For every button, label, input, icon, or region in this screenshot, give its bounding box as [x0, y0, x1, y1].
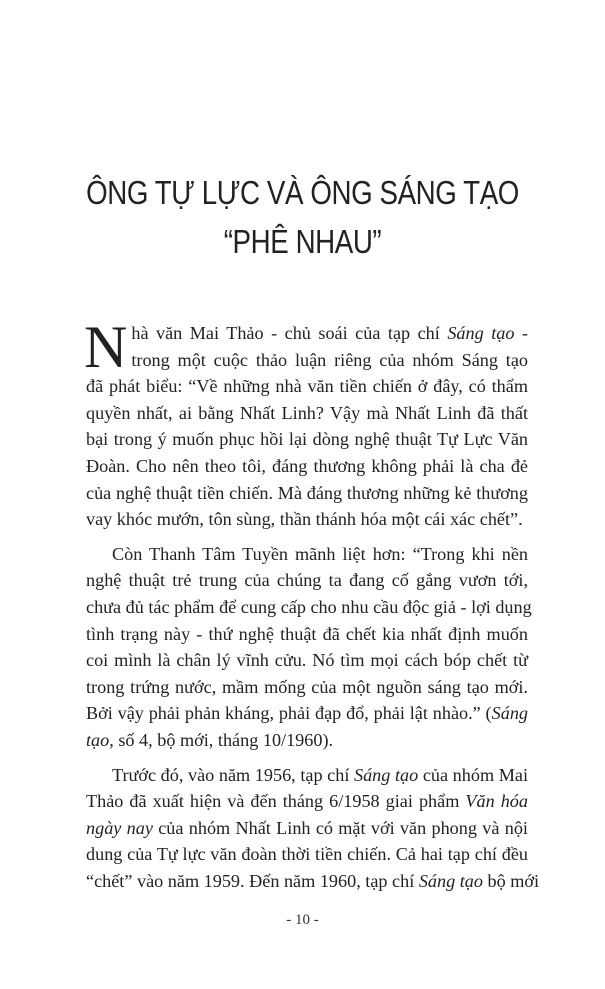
- text-line: bại trong ý muốn phục hồi lại dòng nghệ thuật Tự Lực Văn: [86, 429, 528, 450]
- text-line: “chết” vào năm 1959. Đến năm 1960, tạp chí Sáng tạo bộ mới: [86, 870, 540, 891]
- body-text: [84, 314, 540, 894]
- text-line: chưa đủ tác phẩm để cung cấp cho nhu cầu độc giả - lợi dụng: [86, 596, 532, 617]
- text-line: trong một cuộc thảo luận riêng của nhóm Sáng tạo: [131, 349, 528, 370]
- paragraph-1: [84, 314, 528, 533]
- text-line: Còn Thanh Tâm Tuyền mãnh liệt hơn: “Trong khi nền: [112, 543, 528, 564]
- text-line: Thảo đã xuất hiện và đến tháng 6/1958 giai phẩm Văn hóa: [86, 791, 528, 812]
- drop-cap: N: [84, 314, 128, 380]
- paragraph-2: [86, 541, 532, 754]
- chapter-title-line-2: “PHÊ NHAU”: [223, 223, 382, 260]
- text-line: tạo, số 4, bộ mới, tháng 10/1960).: [86, 729, 334, 750]
- chapter-title: [48, 168, 556, 266]
- text-line: quyền nhất, ai bằng Nhất Linh? Vậy mà Nhất Linh đã thất: [86, 402, 528, 423]
- text-line: của nghệ thuật tiền chiến. Mà đáng thương những kẻ thương: [86, 482, 528, 503]
- text-line: Bởi vậy phải phản kháng, phải đạp đổ, phải lật nhào.” (Sáng: [86, 703, 528, 724]
- text-line: trong trứng nước, mầm mống của một nguồn sáng tạo mới.: [86, 676, 528, 697]
- text-line: vay khóc mướn, tôn sùng, thần thánh hóa một cái xác chết”.: [86, 509, 523, 530]
- text-line: nghệ thuật trẻ trung của chúng ta đang cố gắng vươn tới,: [86, 570, 528, 591]
- text-line: hà văn Mai Thảo - chủ soái của tạp chí Sáng tạo -: [131, 323, 528, 343]
- text-line: dung của Tự lực văn đoàn thời tiền chiến. Cả hai tạp chí đều: [86, 844, 528, 865]
- text-line: ngày nay của nhóm Nhất Linh có mặt với văn phong và nội: [86, 817, 528, 838]
- paragraph-3: [86, 762, 540, 895]
- text-line: Đoàn. Cho nên theo tôi, đáng thương không phải là cha đẻ: [86, 455, 528, 476]
- chapter-title-line-1: ÔNG TỰ LỰC VÀ ÔNG SÁNG TẠO: [86, 174, 519, 211]
- text-line: coi mình là chân lý vĩnh cửu. Nó tìm mọi cách bóp chết từ: [86, 650, 528, 671]
- text-line: Trước đó, vào năm 1956, tạp chí Sáng tạo của nhóm Mai: [112, 764, 528, 785]
- text-line: đã phát biểu: “Về những nhà văn tiền chiến ở đây, có thẩm: [86, 376, 528, 397]
- text-line: tình trạng này - thứ nghệ thuật đã chết kia nhất định muốn: [86, 623, 528, 644]
- page-number: - 10 -: [286, 912, 319, 928]
